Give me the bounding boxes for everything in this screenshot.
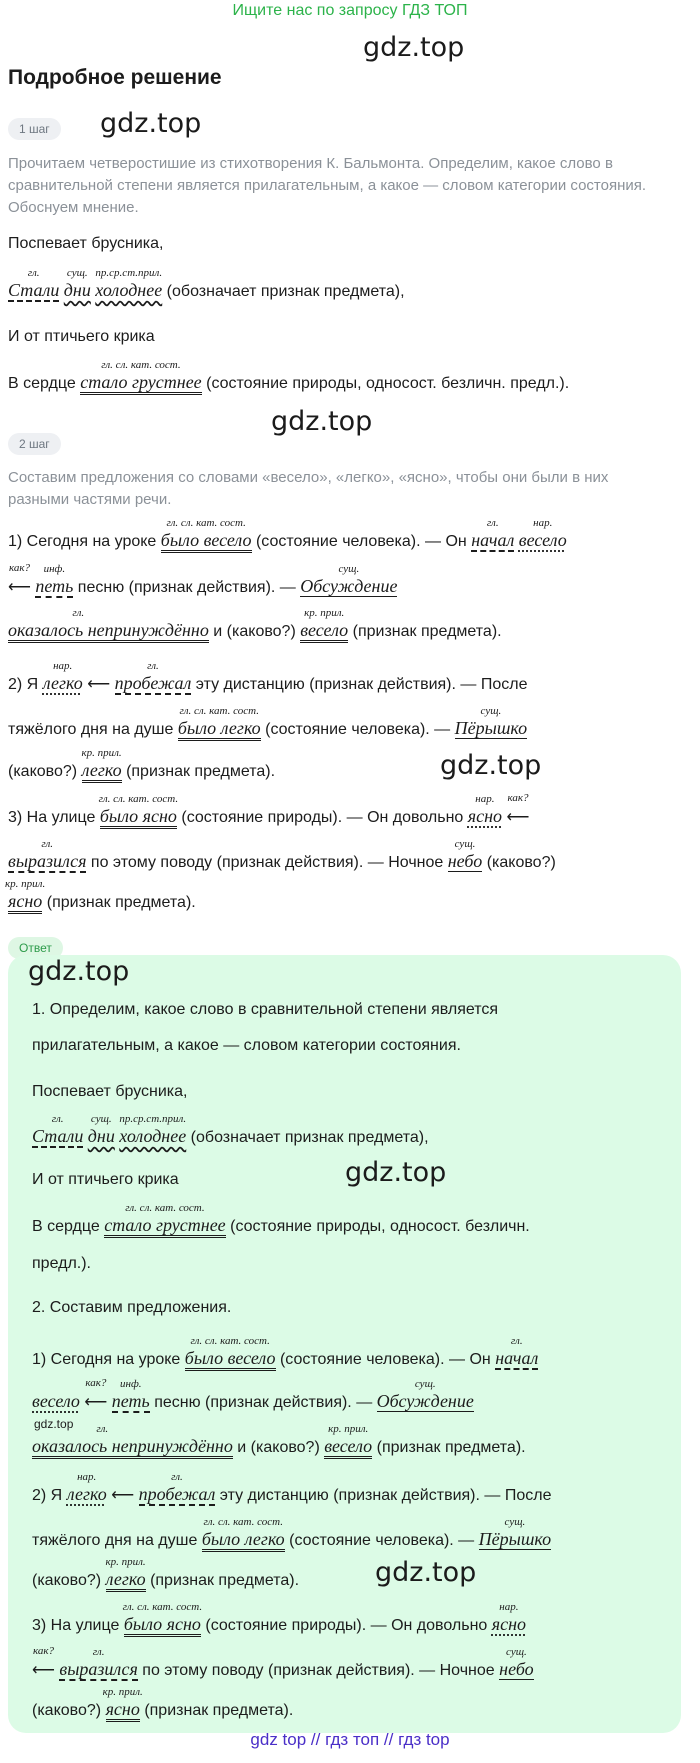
answer-line-1: 1. Определим, какое слово в сравнительной степени является [32, 1001, 499, 1018]
answer-poem-3: И от птичьего крика [32, 1171, 179, 1188]
answer-s1-line-2: весело ⟵ как? инф. петь песню (признак действия). — сущ. Обсуждение [32, 1377, 474, 1411]
s3-line-1: 3) На улице гл. сл. кат. сост. было ясно (состояние природы). — Он довольно нар. ясно ⟵ как? [8, 806, 529, 829]
answer-s1-line-3: гл. оказалось непринуждённо и (каково?) кр. прил. весело (признак предмета). [32, 1436, 526, 1459]
s2-line-2: тяжёлого дня на душе гл. сл. кат. сост. было легко (состояние человека). — сущ. Пёрышко [8, 718, 527, 741]
watermark: gdz.top [363, 32, 465, 63]
watermark: gdz.top [100, 108, 202, 139]
poem-line-4: В сердце гл. сл. кат. сост. стало грустнее (состояние природы, односост. безличн. предл.). [8, 372, 569, 395]
answer-s3-line-2: ⟵ как? гл. выразился по этому поводу (признак действия). — Ночное сущ. небо [32, 1645, 534, 1679]
word-stali: гл. Стали [8, 267, 60, 300]
answer-line-2: прилагательным, а какое — словом категории состояния. [32, 1037, 461, 1054]
poem-line-2: гл. Стали сущ. дни пр.ср.ст.прил. холоднее (обозначает признак предмета), [8, 267, 405, 300]
answer-poem-5: предл.). [32, 1255, 91, 1272]
answer-s1-line-1: 1) Сегодня на уроке гл. сл. кат. сост. было весело (состояние человека). — Он гл. начал [32, 1348, 538, 1371]
s3-line-2: гл. выразился по этому поводу (признак действия). — Ночное сущ. небо (каково?) [8, 838, 556, 871]
answer-s3-line-3: (каково?) кр. прил. ясно (признак предмета). [32, 1699, 293, 1722]
step2-intro: Составим предложения со словами «весело», «легко», «ясно», чтобы они были в них разными частями речи. [8, 469, 609, 508]
answer-line-b: 2. Составим предложения. [32, 1299, 232, 1316]
s2-line-1: 2) Я нар. легко ⟵ гл. пробежал эту дистанцию (признак действия). — После [8, 660, 528, 693]
watermark-small: gdz.top [34, 1417, 74, 1431]
word-holodnee: пр.ср.ст.прил. холоднее [95, 267, 163, 300]
answer-poem-1: Поспевает брусника, [32, 1083, 188, 1100]
answer-poem-2: гл. Стали сущ. дни пр.ср.ст.прил. холоднее (обозначает признак предмета), [32, 1113, 429, 1146]
step1-intro: Прочитаем четверостишие из стихотворения К. Бальмонта. Определим, какое слово в сравнительной степени является прилагательным, а какое — словом категории состояния. Обоснуем мнение. [8, 155, 647, 216]
answer-badge: Ответ [8, 937, 63, 959]
s1-line-2: ⟵ как? инф. петь песню (признак действия). — сущ. Обсуждение [8, 562, 398, 596]
step-badge-2: 2 шаг [8, 433, 61, 455]
word-dni: сущ. дни [63, 267, 91, 300]
top-banner[interactable]: Ищите нас по запросу ГДЗ ТОП [232, 2, 468, 19]
s1-line-3: гл. оказалось непринуждённо и (каково?) кр. прил. весело (признак предмета). [8, 620, 502, 643]
s2-line-3: (каково?) кр. прил. легко (признак предмета). [8, 760, 275, 783]
poem-line-3: И от птичьего крика [8, 328, 155, 345]
watermark: gdz.top [440, 750, 542, 781]
watermark: gdz.top [271, 406, 373, 437]
answer-s3-line-1: 3) На улице гл. сл. кат. сост. было ясно (состояние природы). — Он довольно нар. ясно [32, 1614, 526, 1637]
watermark: gdz.top [375, 1557, 477, 1588]
word-stalo-grustnee: гл. сл. кат. сост. стало грустнее [80, 372, 201, 395]
page-title: Подробное решение [8, 66, 222, 89]
s3-line-3: кр. прил. ясно (признак предмета). [8, 891, 196, 914]
watermark: gdz.top [28, 956, 130, 987]
watermark: gdz.top [345, 1157, 447, 1188]
answer-s2-line-3: (каково?) кр. прил. легко (признак предмета). [32, 1569, 299, 1592]
answer-s2-line-2: тяжёлого дня на душе гл. сл. кат. сост. было легко (состояние человека). — сущ. Пёрышко [32, 1529, 551, 1552]
footer-links[interactable]: gdz top // гдз топ // гдз top [250, 1730, 450, 1749]
step-badge-1: 1 шаг [8, 118, 61, 140]
s1-line-1: 1) Сегодня на уроке гл. сл. кат. сост. было весело (состояние человека). — Он гл. начал нар. весело [8, 530, 567, 553]
answer-poem-4: В сердце гл. сл. кат. сост. стало грустнее (состояние природы, односост. безличн. [32, 1215, 530, 1238]
answer-s2-line-1: 2) Я нар. легко ⟵ гл. пробежал эту дистанцию (признак действия). — После [32, 1471, 552, 1504]
poem-line-1: Поспевает брусника, [8, 235, 164, 252]
